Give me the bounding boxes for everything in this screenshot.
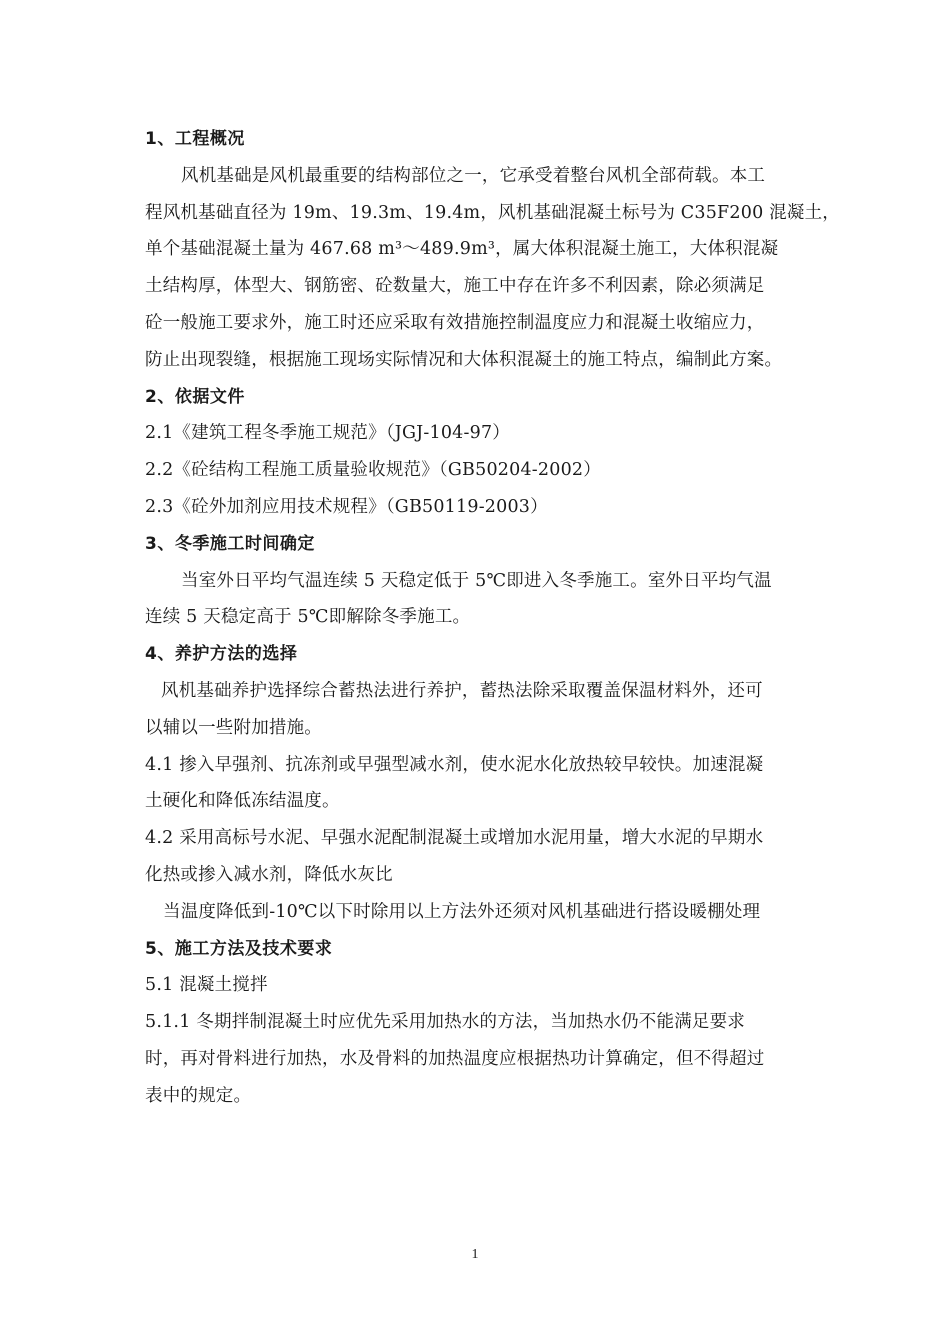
paragraph-line: 土硬化和降低冻结温度。 bbox=[145, 791, 340, 812]
paragraph-line: 土结构厚，体型大、钢筋密、砼数量大，施工中存在许多不利因素，除必须满足 bbox=[145, 276, 765, 297]
section-heading: 3、冬季施工时间确定 bbox=[145, 533, 315, 554]
paragraph-line: 单个基础混凝土量为 467.68 m³～489.9m³，属大体积混凝土施工，大体积混凝 bbox=[145, 239, 779, 260]
paragraph-line: 程风机基础直径为 19m、19.3m、19.4m，风机基础混凝土标号为 C35F200 混凝土， bbox=[145, 202, 840, 223]
paragraph-line: 4.2 采用高标号水泥、早强水泥配制混凝土或增加水泥用量，增大水泥的早期水 bbox=[145, 828, 764, 849]
paragraph-line: 以辅以一些附加措施。 bbox=[145, 717, 322, 738]
section-heading: 4、养护方法的选择 bbox=[145, 644, 298, 665]
paragraph-line: 风机基础是风机最重要的结构部位之一，它承受着整台风机全部荷载。本工 bbox=[181, 165, 766, 186]
subsection-title: 5.1 混凝土搅拌 bbox=[145, 975, 268, 996]
section-heading: 2、依据文件 bbox=[145, 386, 245, 407]
section-heading: 5、施工方法及技术要求 bbox=[145, 938, 333, 959]
paragraph-line: 当室外日平均气温连续 5 天稳定低于 5℃即进入冬季施工。室外日平均气温 bbox=[181, 570, 772, 591]
paragraph-line: 时，再对骨料进行加热，水及骨料的加热温度应根据热功计算确定，但不得超过 bbox=[145, 1048, 765, 1069]
paragraph-line: 砼一般施工要求外，施工时还应采取有效措施控制温度应力和混凝土收缩应力， bbox=[145, 312, 765, 333]
section-heading: 1、工程概况 bbox=[145, 129, 245, 149]
reference-item: 2.3《砼外加剂应用技术规程》（GB50119-2003） bbox=[145, 496, 548, 517]
document-body bbox=[145, 121, 840, 1115]
page-number: 1 bbox=[471, 1247, 479, 1262]
paragraph-line: 当温度降低到-10℃以下时除用以上方法外还须对风机基础进行搭设暖棚处理 bbox=[163, 901, 761, 922]
paragraph-line: 连续 5 天稳定高于 5℃即解除冬季施工。 bbox=[145, 607, 471, 628]
reference-item: 2.2《砼结构工程施工质量验收规范》（GB50204-2002） bbox=[145, 460, 601, 481]
reference-item: 2.1《建筑工程冬季施工规范》（JGJ-104-97） bbox=[145, 423, 510, 444]
paragraph-line: 表中的规定。 bbox=[145, 1085, 252, 1106]
paragraph-line: 5.1.1 冬期拌制混凝土时应优先采用加热水的方法，当加热水仍不能满足要求 bbox=[145, 1012, 745, 1033]
paragraph-line: 防止出现裂缝，根据施工现场实际情况和大体积混凝土的施工特点，编制此方案。 bbox=[145, 349, 783, 370]
paragraph-line: 4.1 掺入早强剂、抗冻剂或早强型减水剂，使水泥水化放热较早较快。加速混凝 bbox=[145, 754, 764, 775]
paragraph-line: 风机基础养护选择综合蓄热法进行养护，蓄热法除采取覆盖保温材料外，还可 bbox=[161, 680, 763, 701]
paragraph-line: 化热或掺入减水剂，降低水灰比 bbox=[145, 864, 393, 885]
